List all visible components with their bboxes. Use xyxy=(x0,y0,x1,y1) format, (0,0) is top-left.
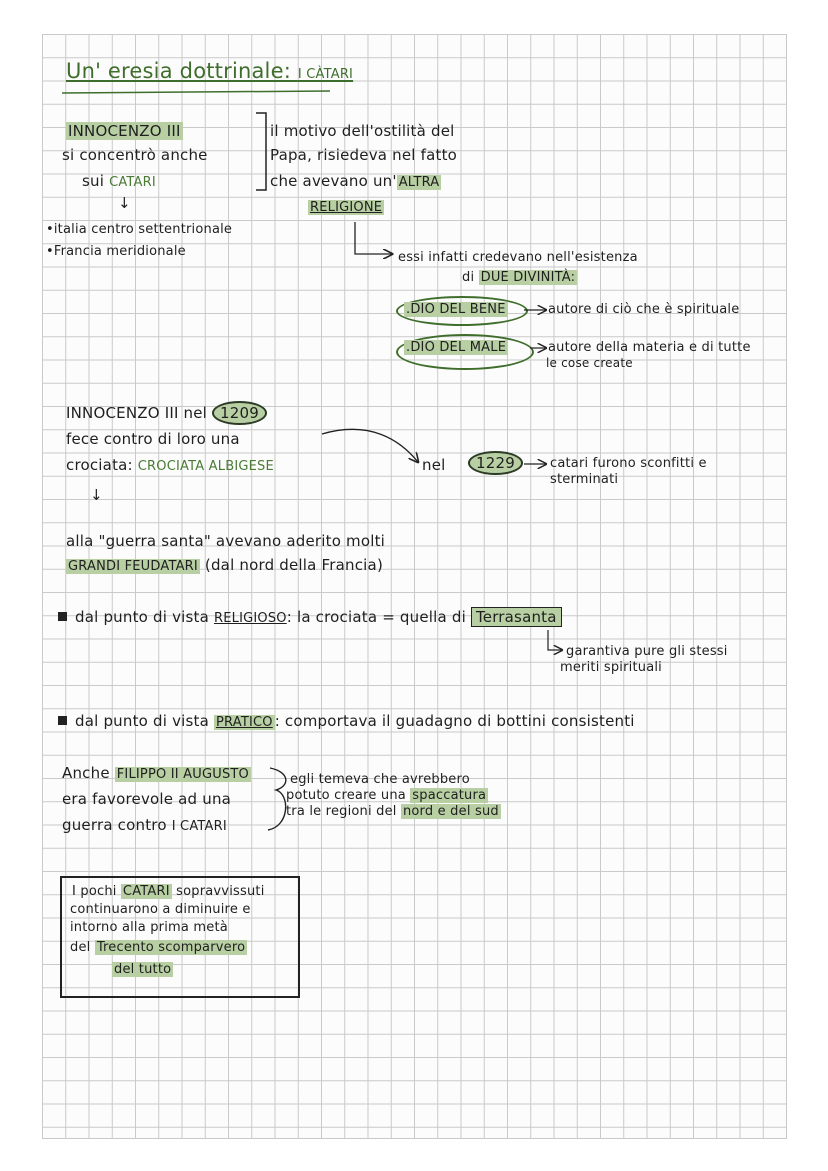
bracket-block1 xyxy=(256,113,266,190)
temeva-line: egli temeva che avrebbero xyxy=(290,772,470,787)
dio-male-label: .DIO DEL MALE xyxy=(406,340,507,355)
innocenzo-1209-line: INNOCENZO III nel 1209 xyxy=(66,404,267,422)
arrow-terrasanta xyxy=(548,630,562,650)
sterminati-line: sterminati xyxy=(550,472,619,487)
fece-line: fece contro di loro una xyxy=(66,430,240,448)
year-1209: 1209 xyxy=(212,401,267,425)
divinita-line: di DUE DIVINITÀ: xyxy=(462,270,576,285)
terrasanta-box: Terrasanta xyxy=(471,607,562,627)
religione-label: RELIGIONE xyxy=(310,200,383,215)
title-underline xyxy=(62,91,330,93)
down-arrow-icon-2: ↓ xyxy=(90,486,103,504)
feudatari-line: GRANDI FEUDATARI (dal nord della Francia) xyxy=(68,556,383,574)
favorevole-line: era favorevole ad una xyxy=(62,790,232,808)
religioso-point: dal punto di vista RELIGIOSO: la crociata = quella di Terrasanta xyxy=(58,608,562,626)
regioni-line: tra le regioni del nord e del sud xyxy=(286,804,499,819)
guerra-catari-line: guerra contro I CATARI xyxy=(62,816,227,834)
conclusion-line-4: del Trecento scomparvero xyxy=(70,940,246,955)
altra-line: che avevano un' ALTRA xyxy=(270,172,440,190)
pratico-point: dal punto di vista PRATICO : comportava il guadagno di bottini consistenti xyxy=(58,712,635,730)
catari-line: sui CATARI xyxy=(82,172,156,190)
credevano-line: essi infatti credevano nell'esistenza xyxy=(398,250,638,265)
conclusion-line-5: del tutto xyxy=(114,962,172,977)
bullet-italia: •italia centro settentrionale xyxy=(46,222,233,237)
papa-line: Papa, risiedeva nel fatto xyxy=(270,146,458,164)
brace-filippo xyxy=(268,768,286,830)
title-main: Un' eresia dottrinale: xyxy=(66,59,291,83)
nel-label: nel xyxy=(422,456,446,474)
motivo-line: il motivo dell'ostilità del xyxy=(270,122,455,140)
year-1229: 1229 xyxy=(468,454,523,472)
spaccatura-line: potuto creare una spaccatura xyxy=(286,788,487,803)
dio-bene-desc: autore di ciò che è spirituale xyxy=(548,302,740,317)
dio-male-desc-2: le cose create xyxy=(546,356,633,370)
dio-male-desc-1: autore della materia e di tutte xyxy=(548,340,751,355)
title-sub: I CÀTARI xyxy=(297,67,354,82)
concentro-line: si concentrò anche xyxy=(62,146,208,164)
bullet-francia: •Francia meridionale xyxy=(46,244,186,259)
sconfitti-line: catari furono sconfitti e xyxy=(550,456,707,471)
dio-bene-label: .DIO DEL BENE xyxy=(406,302,506,317)
filippo-line: Anche FILIPPO II AUGUSTO xyxy=(62,764,249,782)
garantiva-line-1: garantiva pure gli stessi xyxy=(566,644,728,659)
down-arrow-icon: ↓ xyxy=(118,194,131,212)
arrow-to-1229 xyxy=(322,429,418,462)
innocenzo-label: INNOCENZO III xyxy=(68,122,181,140)
conclusion-line-2: continuarono a diminuire e xyxy=(70,902,251,917)
arrow-religione xyxy=(355,222,392,254)
conclusion-line-3: intorno alla prima metà xyxy=(70,920,228,935)
crociata-line: crociata: CROCIATA ALBIGESE xyxy=(66,456,274,474)
garantiva-line-2: meriti spirituali xyxy=(560,660,662,675)
conclusion-line-1: I pochi CATARI sopravvissuti xyxy=(72,884,265,899)
guerra-santa-line: alla "guerra santa" avevano aderito molti xyxy=(66,532,386,550)
